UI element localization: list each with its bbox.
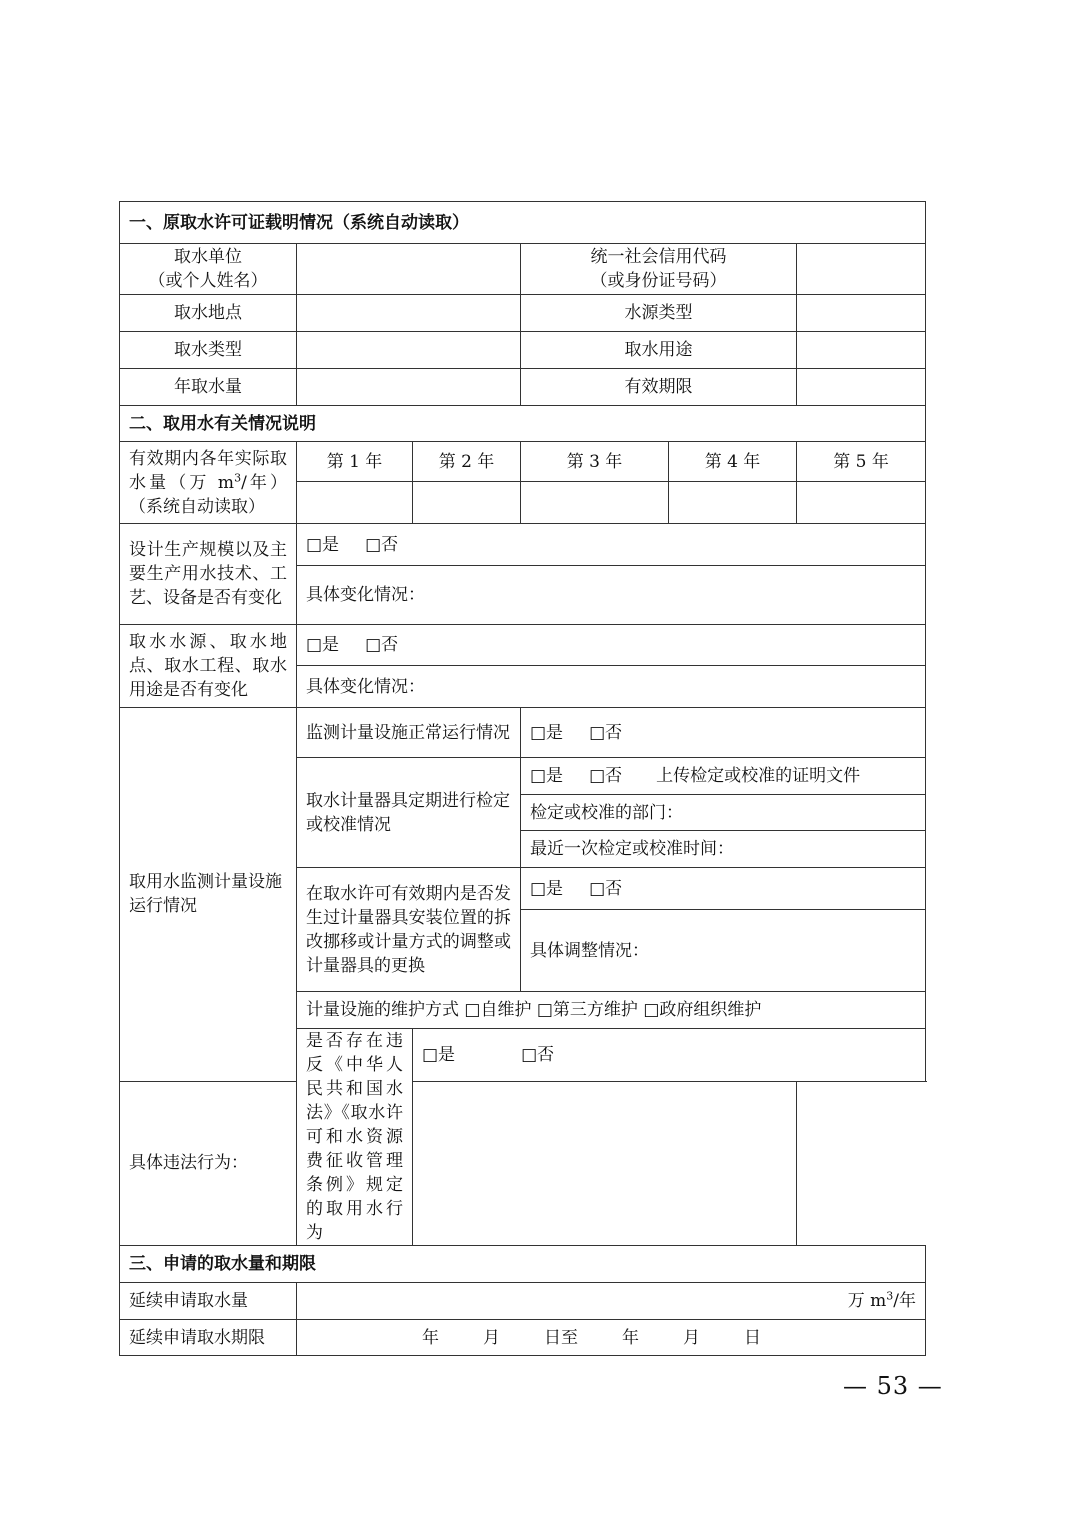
year-4-value-field[interactable] [669, 482, 797, 524]
adjust-detail-field[interactable]: 具体调整情况： [521, 910, 926, 992]
maintenance-row [297, 992, 926, 1029]
yearly-label-sup: 3 [234, 470, 242, 484]
design-change-detail[interactable]: 具体变化情况： [297, 566, 926, 625]
renew-period-label: 延续申请取水期限 [120, 1320, 297, 1356]
purpose-value-field[interactable] [797, 332, 926, 369]
volume-unit-sup: 3 [886, 1289, 894, 1303]
location-value-field[interactable] [297, 295, 521, 332]
volume-unit-pre: 万 m [847, 1291, 887, 1311]
relocate-no-checkbox[interactable]: □否 [589, 878, 623, 899]
upload-proof-link[interactable]: 上传检定或校准的证明文件 [656, 766, 861, 786]
validity-label: 有效期限 [521, 369, 797, 406]
intake-type-label: 取水类型 [120, 332, 297, 369]
monitor-label: 取用水监测计量设施运行情况 [120, 708, 297, 1082]
year-2-header: 第 2 年 [413, 442, 521, 482]
validity-value-field[interactable] [797, 369, 926, 406]
maintenance-label: 计量设施的维护方式 [306, 1000, 459, 1020]
source-change-choice [297, 625, 926, 666]
design-change-label: 设计生产规模以及主要生产用水技术、工艺、设备是否有变化 [120, 524, 297, 625]
calibration-label: 取水计量器具定期进行检定或校准情况 [297, 758, 521, 868]
year-3-value-field[interactable] [521, 482, 669, 524]
year-1-value-field[interactable] [297, 482, 413, 524]
relocate-choice [521, 868, 926, 910]
year-5-header: 第 5 年 [797, 442, 926, 482]
section-2-title: 二、取用水有关情况说明 [120, 406, 926, 442]
yearly-volume-label [120, 442, 297, 524]
volume-unit-post: /年 [893, 1291, 917, 1311]
source-type-value-field[interactable] [797, 295, 926, 332]
credit-label-line2: （或身份证号码） [590, 271, 727, 291]
date-start-month: 月 [483, 1327, 500, 1348]
source-change-detail[interactable]: 具体变化情况： [297, 666, 926, 708]
renew-volume-field[interactable] [297, 1283, 926, 1320]
year-3-header: 第 3 年 [521, 442, 669, 482]
renewal-application-form [119, 201, 926, 1356]
calibration-yes-checkbox[interactable]: □是 [530, 766, 564, 786]
violation-label: 是否存在违反《中华人民共和国水法》《取水许可和水资源费征收管理条例》规定的取用水行为 [297, 1029, 413, 1246]
annual-volume-label: 年取水量 [120, 369, 297, 406]
renew-volume-label: 延续申请取水量 [120, 1283, 297, 1320]
source-change-no-checkbox[interactable]: □否 [365, 635, 399, 655]
date-start-day-to: 日至 [544, 1327, 578, 1348]
renew-period-field[interactable] [297, 1320, 926, 1356]
calibration-last-time-field[interactable]: 最近一次检定或校准时间： [521, 831, 926, 868]
calibration-choice [521, 758, 926, 795]
annual-volume-value-field[interactable] [297, 369, 521, 406]
intake-type-value-field[interactable] [297, 332, 521, 369]
year-5-value-field[interactable] [797, 482, 926, 524]
violation-choice [413, 1029, 926, 1082]
location-label: 取水地点 [120, 295, 297, 332]
monitor-normal-choice [521, 708, 926, 758]
year-2-value-field[interactable] [413, 482, 521, 524]
violation-yes-checkbox[interactable]: □是 [422, 1044, 456, 1065]
unit-label-line2: （或个人姓名） [148, 271, 268, 291]
yearly-label-tail: /年）（系统自动读取） [129, 472, 287, 517]
year-4-header: 第 4 年 [669, 442, 797, 482]
purpose-label: 取水用途 [521, 332, 797, 369]
monitor-normal-label: 监测计量设施正常运行情况 [297, 708, 521, 758]
credit-code-value-field[interactable] [797, 244, 926, 295]
unit-value-field[interactable] [297, 244, 521, 295]
maint-third-checkbox[interactable]: □第三方维护 [536, 1000, 638, 1020]
page-number: — 53 — [843, 1372, 943, 1400]
section-1-title: 一、原取水许可证载明情况（系统自动读取） [120, 202, 926, 244]
unit-label-line1: 取水单位 [174, 247, 242, 267]
design-change-no-checkbox[interactable]: □否 [365, 534, 399, 555]
maint-self-checkbox[interactable]: □自维护 [464, 1000, 532, 1020]
source-change-label: 取水水源、取水地点、取水工程、取水用途是否有变化 [120, 625, 297, 708]
unit-label [120, 244, 297, 295]
source-type-label: 水源类型 [521, 295, 797, 332]
monitor-normal-no-checkbox[interactable]: □否 [589, 722, 623, 743]
credit-code-label [521, 244, 797, 295]
calibration-dept-field[interactable]: 检定或校准的部门： [521, 795, 926, 831]
date-end-year: 年 [622, 1327, 639, 1348]
design-change-yes-checkbox[interactable]: □是 [306, 534, 340, 555]
relocate-label: 在取水许可有效期内是否发生过计量器具安装位置的拆改挪移或计量方式的调整或计量器具的更换 [297, 868, 521, 992]
design-change-choice [297, 524, 926, 566]
date-end-month: 月 [683, 1327, 700, 1348]
date-end-day: 日 [744, 1327, 761, 1348]
maint-gov-checkbox[interactable]: □政府组织维护 [643, 1000, 762, 1020]
calibration-no-checkbox[interactable]: □否 [589, 766, 623, 786]
violation-detail-field[interactable]: 具体违法行为： [120, 1081, 797, 1245]
date-start-year: 年 [422, 1327, 439, 1348]
relocate-yes-checkbox[interactable]: □是 [530, 878, 564, 899]
source-change-yes-checkbox[interactable]: □是 [306, 635, 340, 655]
monitor-normal-yes-checkbox[interactable]: □是 [530, 722, 564, 743]
yearly-label-text: 有效期内各年实际取水量（万 m [129, 448, 287, 493]
credit-label-line1: 统一社会信用代码 [590, 247, 727, 267]
year-1-header: 第 1 年 [297, 442, 413, 482]
section-3-title: 三、申请的取水量和期限 [120, 1246, 926, 1283]
violation-no-checkbox[interactable]: □否 [521, 1044, 555, 1065]
